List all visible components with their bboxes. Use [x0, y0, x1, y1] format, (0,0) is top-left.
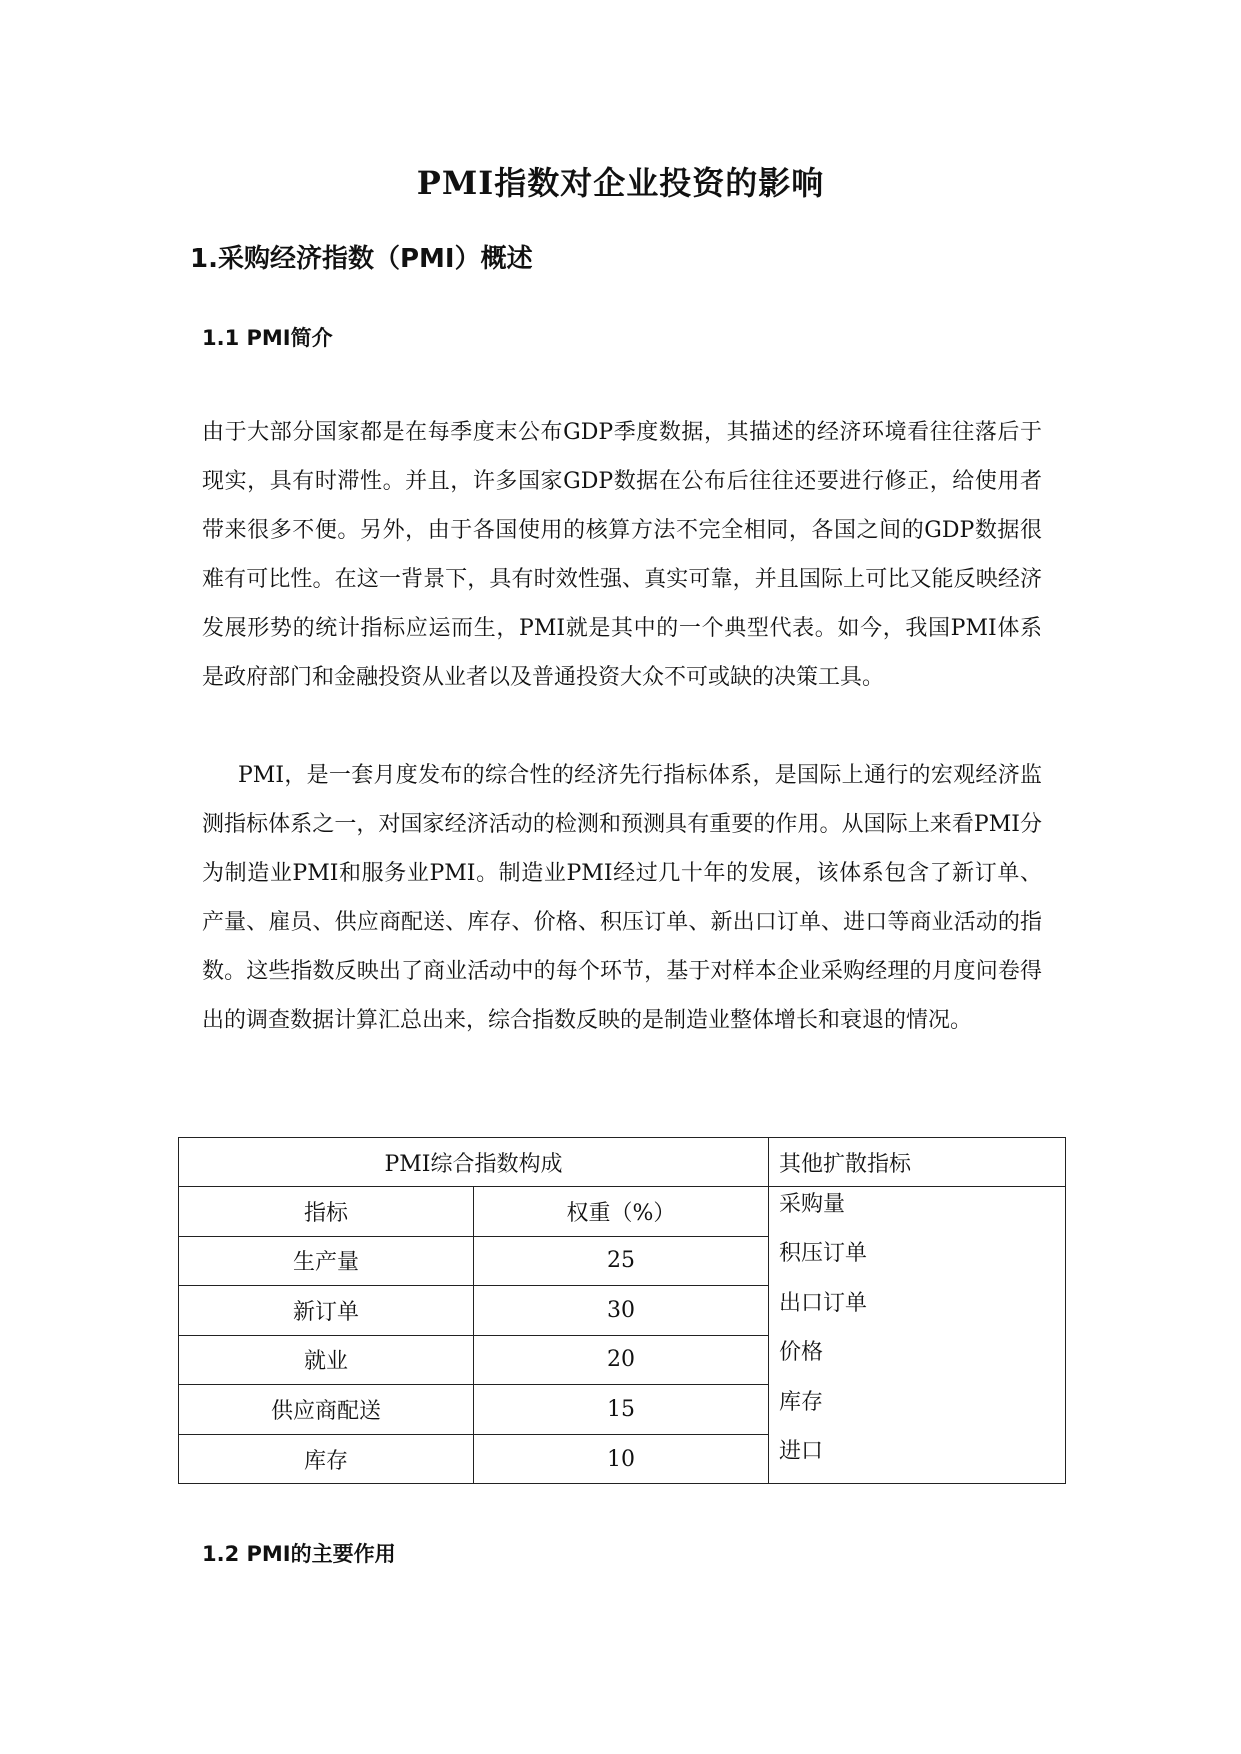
list-item: 价格	[778, 1340, 823, 1366]
weight-cell: 25	[473, 1236, 768, 1286]
table-subheader-row	[179, 1187, 1066, 1237]
indicator-cell: 新订单	[179, 1286, 474, 1336]
table-header-row	[179, 1138, 1066, 1187]
indicator-cell: 生产量	[179, 1236, 474, 1286]
header-composite: PMI综合指数构成	[179, 1138, 769, 1187]
paragraph-gdp-background: 由于大部分国家都是在每季度末公布GDP季度数据，其描述的经济环境看往往落后于现实，具有时滞性。并且，许多国家GDP数据在公布后往往还要进行修正，给使用者带来很多不便。另外，由于各国使用的核算方法不完全相同，各国之间的GDP数据很难有可比性。在这一背景下，具有时效性强、真实可靠，并且国际上可比又能反映经济发展形势的统计指标应运而生，PMI就是其中的一个典型代表。如今，我国PMI体系是政府部门和金融投资从业者以及普通投资大众不可或缺的决策工具。	[202, 420, 1042, 690]
weight-cell: 10	[473, 1434, 768, 1484]
subsection-heading-1-2: 1.2 PMI的主要作用	[202, 1542, 396, 1566]
header-other-indicators: 其他扩散指标	[768, 1138, 1065, 1187]
col-indicator-header: 指标	[179, 1187, 474, 1237]
list-item: 进口	[778, 1438, 823, 1464]
paragraph-pmi-definition: PMI，是一套月度发布的综合性的经济先行指标体系，是国际上通行的宏观经济监测指标体系之一，对国家经济活动的检测和预测具有重要的作用。从国际上来看PMI分为制造业PMI和服务业PMI。制造业PMI经过几十年的发展，该体系包含了新订单、产量、雇员、供应商配送、库存、价格、积压订单、新出口订单、进口等商业活动的指数。这些指数反映出了商业活动中的每个环节，基于对样本企业采购经理的月度问卷得出的调查数据计算汇总出来，综合指数反映的是制造业整体增长和衰退的情况。	[202, 763, 1042, 1033]
list-item: 采购量	[778, 1192, 845, 1217]
list-item: 出口订单	[778, 1290, 867, 1316]
weight-cell: 30	[473, 1286, 768, 1336]
weight-cell: 20	[473, 1335, 768, 1385]
col-weight-header: 权重（%）	[473, 1187, 768, 1237]
list-item: 库存	[778, 1389, 823, 1415]
indicator-cell: 就业	[179, 1335, 474, 1385]
other-indicators-cell	[768, 1187, 1065, 1484]
indicator-cell: 库存	[179, 1434, 474, 1484]
subsection-heading-1-1: 1.1 PMI简介	[202, 326, 333, 350]
pmi-composition-table	[178, 1137, 1066, 1484]
other-indicators-list	[779, 1187, 1065, 1483]
document-title: PMI指数对企业投资的影响	[416, 164, 825, 202]
weight-cell: 15	[473, 1385, 768, 1435]
indicator-cell: 供应商配送	[179, 1385, 474, 1435]
section-heading-1: 1.采购经济指数（PMI）概述	[190, 244, 533, 274]
list-item: 积压订单	[778, 1241, 867, 1267]
